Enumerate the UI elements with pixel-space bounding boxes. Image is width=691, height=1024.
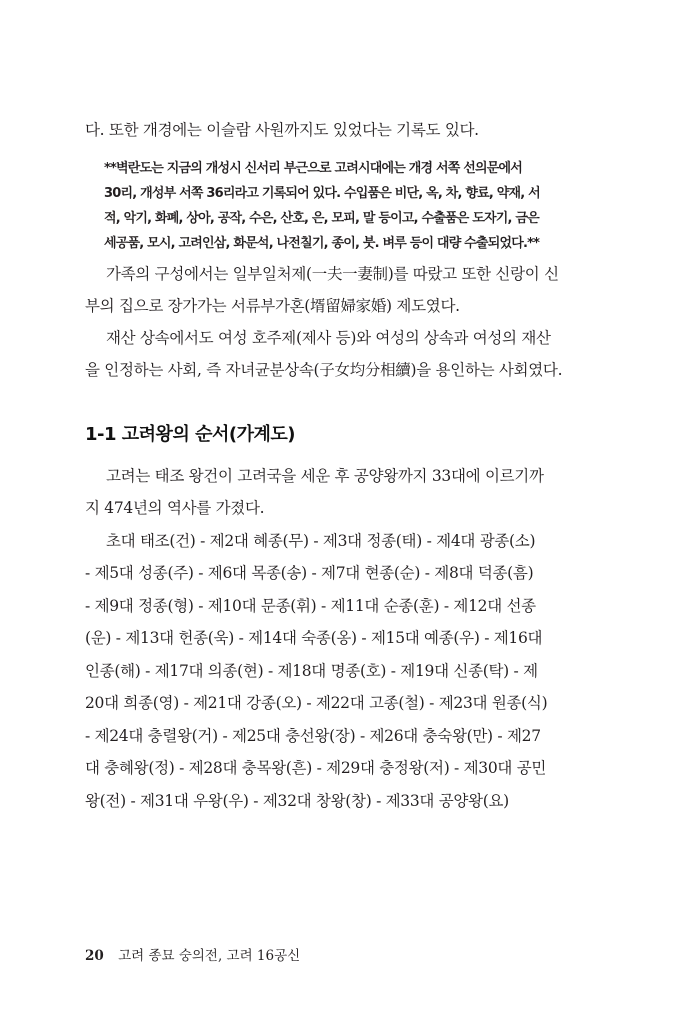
body-text-line: 을 인정하는 사회, 즉 자녀균분상속(子女均分相續)을 용인하는 사회였다.: [85, 361, 563, 379]
page-number: 20: [85, 948, 104, 964]
footnote-line: 30리, 개성부 서쪽 36리라고 기록되어 있다. 수입품은 비단, 옥, 차, 향료, 약재, 서: [104, 186, 540, 201]
body-text-line: 인종(해) - 제17대 의종(현) - 제18대 명종(호) - 제19대 신종(탁) - 제: [85, 662, 538, 680]
running-title: 고려 종묘 숭의전, 고려 16공신: [118, 948, 301, 964]
page-footer: [85, 944, 300, 964]
body-text-line: 지 474년의 역사를 가졌다.: [85, 499, 265, 517]
body-text-line: (운) - 제13대 헌종(욱) - 제14대 숙종(옹) - 제15대 예종(우) - 제16대: [85, 629, 543, 647]
body-text-line: 가족의 구성에서는 일부일처제(一夫一妻制)를 따랐고 또한 신랑이 신: [106, 265, 559, 283]
body-text-line: 다. 또한 개경에는 이슬람 사원까지도 있었다는 기록도 있다.: [85, 121, 479, 139]
body-text-line: - 제9대 정종(형) - 제10대 문종(휘) - 제11대 순종(훈) - 제12대 선종: [85, 597, 536, 615]
body-text-line: 고려는 태조 왕건이 고려국을 세운 후 공양왕까지 33대에 이르기까: [106, 467, 544, 485]
body-text-line: 초대 태조(건) - 제2대 혜종(무) - 제3대 정종(태) - 제4대 광종(소): [106, 532, 536, 550]
body-text-line: - 제24대 충렬왕(거) - 제25대 충선왕(장) - 제26대 충숙왕(만) - 제27: [85, 727, 541, 745]
body-text-line: 20대 희종(영) - 제21대 강종(오) - 제22대 고종(철) - 제23대 원종(식): [85, 694, 548, 712]
footnote-line: 세공품, 모시, 고려인삼, 화문석, 나전칠기, 종이, 붓. 벼루 등이 대량 수출되었다.**: [104, 236, 540, 251]
section-heading: 1-1 고려왕의 순서(가계도): [85, 424, 295, 445]
footnote-line: **벽란도는 지금의 개성시 신서리 부근으로 고려시대에는 개경 서쪽 선의문에서: [104, 161, 523, 176]
body-text-line: 대 충혜왕(정) - 제28대 충목왕(흔) - 제29대 충정왕(저) - 제30대 공민: [85, 759, 547, 777]
footnote-line: 적, 악기, 화폐, 상아, 공작, 수은, 산호, 은, 모피, 말 등이고, 수출품은 도자기, 금은: [104, 211, 539, 226]
body-text-line: 재산 상속에서도 여성 호주제(제사 등)와 여성의 상속과 여성의 재산: [106, 329, 551, 347]
body-text-line: - 제5대 성종(주) - 제6대 목종(송) - 제7대 현종(순) - 제8대 덕종(흠): [85, 564, 534, 582]
body-text-line: 부의 집으로 장가가는 서류부가혼(壻留婦家婚) 제도였다.: [85, 297, 460, 315]
body-text-line: 왕(전) - 제31대 우왕(우) - 제32대 창왕(창) - 제33대 공양왕(요): [85, 792, 509, 810]
